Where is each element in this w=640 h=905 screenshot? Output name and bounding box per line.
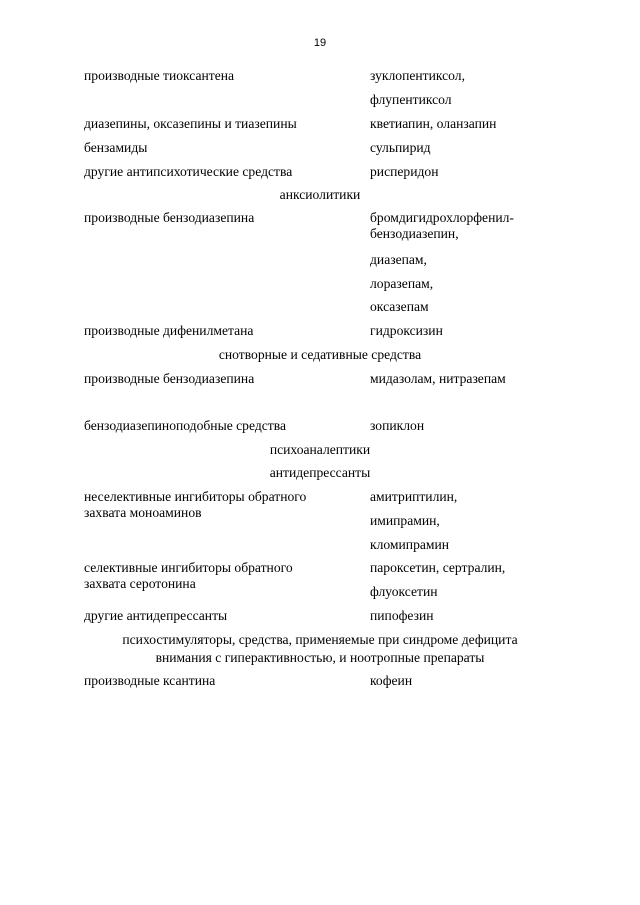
drug-name: пипофезин bbox=[370, 608, 434, 623]
drug-name: зуклопентиксол, bbox=[370, 68, 465, 83]
group-label: производные бензодиазепина bbox=[84, 210, 255, 225]
drug-name: имипрамин, bbox=[370, 513, 440, 528]
drug-name: флупентиксол bbox=[370, 92, 452, 107]
drug-name: бензодиазепин, bbox=[370, 226, 459, 241]
group-label: другие антипсихотические средства bbox=[84, 164, 293, 179]
drug-name: гидроксизин bbox=[370, 323, 443, 338]
group-label: производные бензодиазепина bbox=[84, 371, 255, 386]
drug-name: амитриптилин, bbox=[370, 489, 458, 504]
group-label: производные дифенилметана bbox=[84, 323, 254, 338]
group-label: захвата серотонина bbox=[84, 576, 196, 591]
group-label: производные ксантина bbox=[84, 673, 216, 688]
section-heading: антидепрессанты bbox=[269, 465, 371, 480]
section-heading: психоаналептики bbox=[269, 442, 371, 457]
group-label: захвата моноаминов bbox=[84, 505, 202, 520]
drug-name: сульпирид bbox=[370, 140, 431, 155]
drug-name: зопиклон bbox=[370, 418, 425, 433]
drug-name: диазепам, bbox=[370, 252, 427, 267]
group-label: неселективные ингибиторы обратного bbox=[84, 489, 307, 504]
section-heading: внимания с гиперактивностью, и ноотропные препараты bbox=[155, 650, 485, 665]
group-label: бензамиды bbox=[84, 140, 148, 155]
group-label: селективные ингибиторы обратного bbox=[84, 560, 293, 575]
drug-name: пароксетин, сертралин, bbox=[370, 560, 506, 575]
drug-name: рисперидон bbox=[370, 164, 439, 179]
drug-name: оксазепам bbox=[370, 299, 429, 314]
page-number: 19 bbox=[313, 37, 327, 49]
drug-name: мидазолам, нитразепам bbox=[370, 371, 506, 386]
group-label: другие антидепрессанты bbox=[84, 608, 228, 623]
drug-name: бромдигидрохлорфенил- bbox=[370, 210, 514, 225]
group-label: бензодиазепиноподобные средства bbox=[84, 418, 286, 433]
section-heading: анксиолитики bbox=[279, 187, 361, 202]
group-label: диазепины, оксазепины и тиазепины bbox=[84, 116, 297, 131]
drug-name: кофеин bbox=[370, 673, 413, 688]
group-label: производные тиоксантена bbox=[84, 68, 235, 83]
drug-name: лоразепам, bbox=[370, 276, 434, 291]
section-heading: психостимуляторы, средства, применяемые при синдроме дефицита bbox=[122, 632, 518, 647]
drug-name: кломипрамин bbox=[370, 537, 450, 552]
drug-name: флуоксетин bbox=[370, 584, 438, 599]
drug-name: кветиапин, оланзапин bbox=[370, 116, 497, 131]
section-heading: снотворные и седативные средства bbox=[218, 347, 422, 362]
